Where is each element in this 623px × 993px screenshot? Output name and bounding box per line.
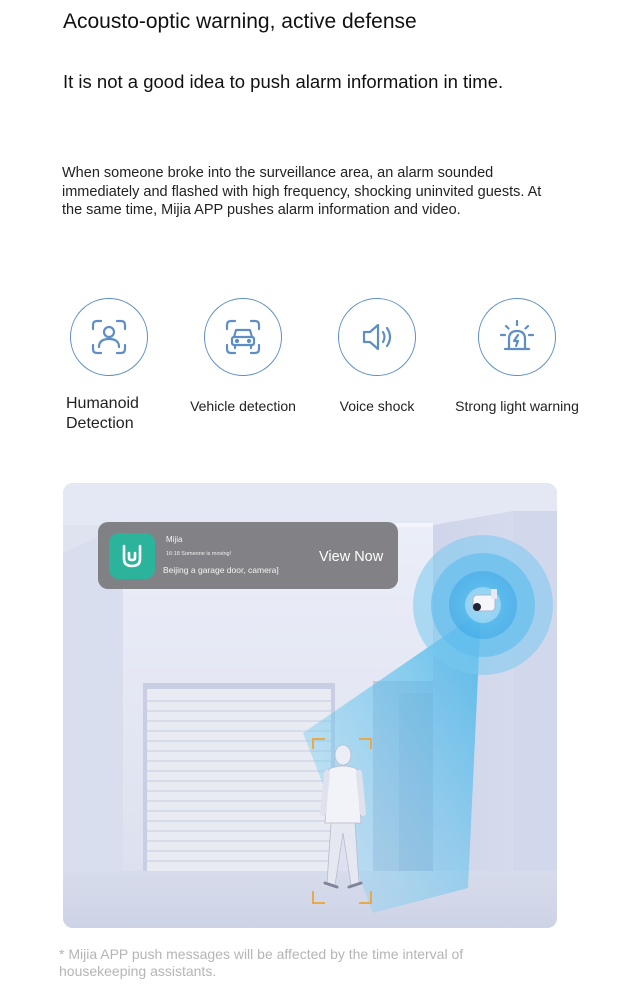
feature-label: Strong light warning [455, 398, 579, 414]
notification-app-name: Mijia [166, 535, 183, 544]
description-text: When someone broke into the surveillance area, an alarm sounded immediately and flashed with high frequency, shocking uninvited guests. At the same time, Mijia APP pushes alarm information and video. [62, 165, 542, 218]
alarm-light-icon [478, 298, 556, 376]
feature-label-line1: Humanoid [66, 395, 139, 412]
page-subtitle: It is not a good idea to push alarm information in time. [63, 71, 504, 92]
page-title: Acousto-optic warning, active defense [63, 10, 417, 33]
car-icon [204, 298, 282, 376]
notification-body: Beijing a garage door, camera] [163, 565, 279, 575]
mijia-logo-icon [109, 533, 155, 579]
feature-label: Voice shock [339, 398, 415, 414]
push-notification[interactable] [98, 522, 398, 589]
notification-time: 16:18 Someone is moving! [166, 551, 232, 557]
feature-humanoid [39, 298, 179, 434]
feature-light [447, 298, 587, 414]
feature-label [39, 394, 179, 434]
feature-vehicle [173, 298, 313, 414]
speaker-icon [338, 298, 416, 376]
humanoid-icon [70, 298, 148, 376]
feature-label: Vehicle detection [190, 398, 296, 414]
view-now-button[interactable]: View Now [319, 549, 384, 565]
feature-voice [307, 298, 447, 414]
footnote: * Mijia APP push messages will be affected by the time interval of housekeeping assistants. [59, 946, 464, 979]
feature-label-line2: Detection [66, 415, 134, 432]
